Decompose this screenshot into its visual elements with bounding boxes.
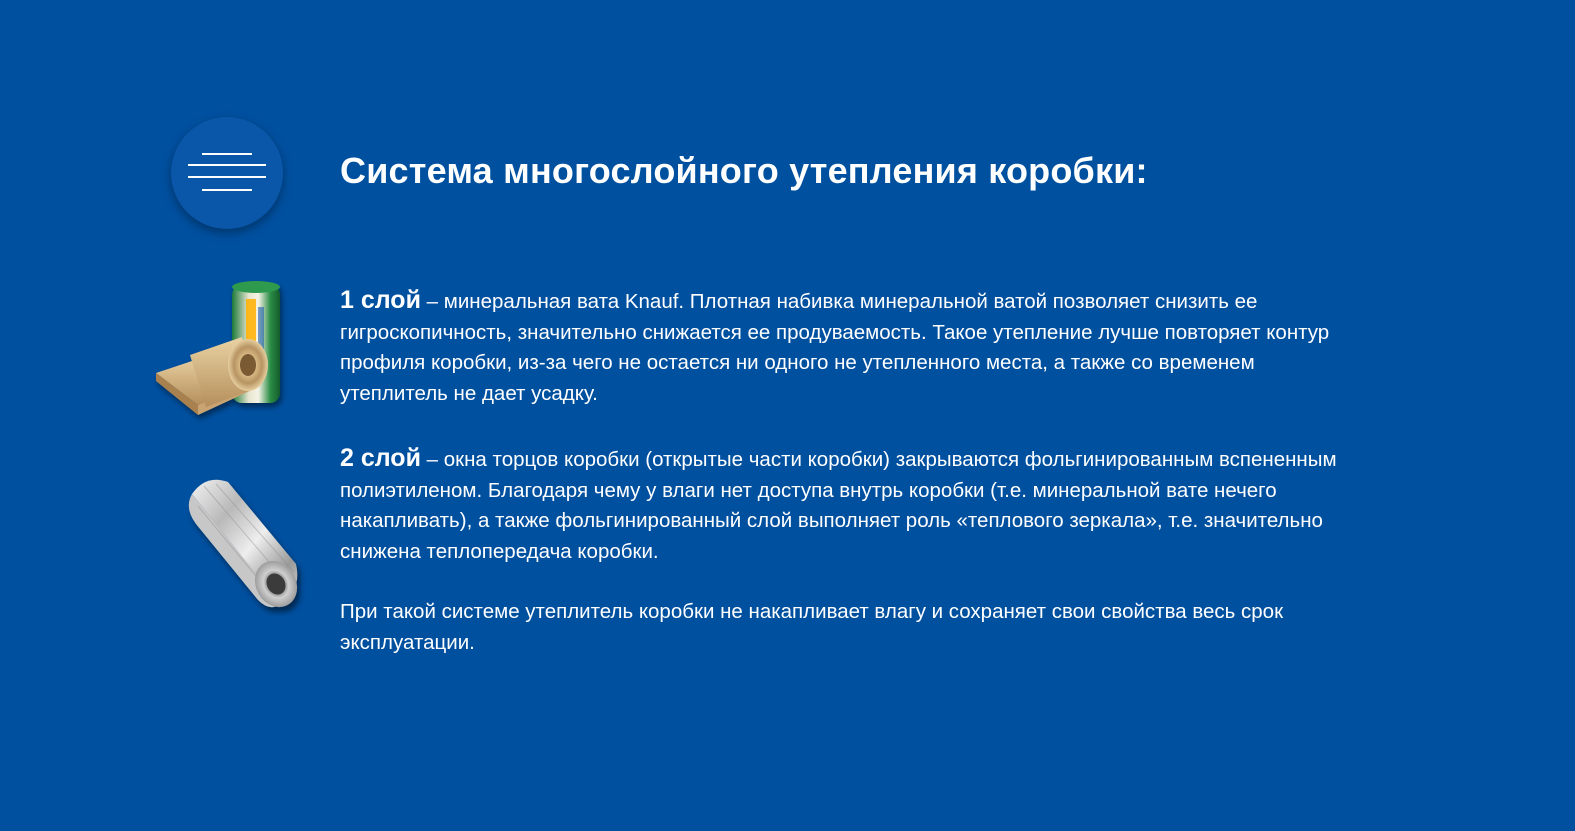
icon-line xyxy=(188,176,266,178)
conclusion-paragraph: При такой системе утеплитель коробки не накапливает влагу и сохраняет свои свойства весь срок эксплуатации. xyxy=(340,600,1284,654)
layer-1-paragraph xyxy=(340,285,1340,409)
icon-line xyxy=(202,153,252,155)
layer-2-paragraph xyxy=(340,443,1340,567)
layer-2-lead: 2 слой xyxy=(340,444,421,472)
text-lines-icon xyxy=(171,117,283,229)
foil-roll-icon xyxy=(178,472,308,617)
slide-title: Система многослойного утепления коробки: xyxy=(340,150,1148,191)
layer-1-text: – минеральная вата Knauf. Плотная набивка минеральной ватой позволяет снизить ее гигроскопичность, значительно снижается ее продуваемость. Такое утепление лучше повторяет контур профиля коробки, из-за чего не остается ни одного не утепленного места, а также со временем утеплитель не дает усадку. xyxy=(340,290,1330,405)
icon-line xyxy=(202,189,252,191)
layer-2-text: – окна торцов коробки (открытые части коробки) закрываются фольгинированным вспененным полиэтиленом. Благодаря чему у влаги нет доступа внутрь коробки (т.е. минеральной вате нечего накапливать), а также фольгинированный слой выполняет роль «теплового зеркала», т.е. значительно снижена теплопередача коробки. xyxy=(340,448,1337,563)
mineral-wool-roll-icon xyxy=(150,277,290,427)
layer-1-lead: 1 слой xyxy=(340,286,421,314)
icon-line xyxy=(188,164,266,166)
